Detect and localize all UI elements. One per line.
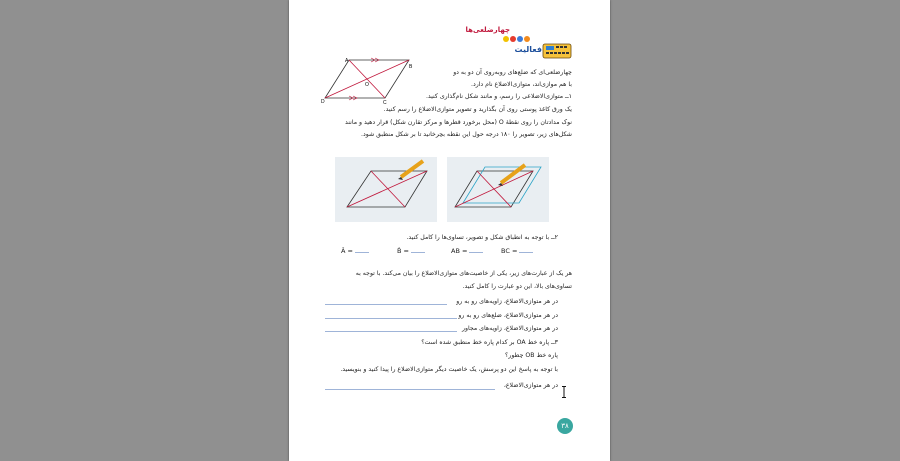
symbol-ab: AB =: [451, 247, 468, 255]
question-3b: پاره خط OB چطور؟: [505, 352, 558, 359]
dot-blue-icon: [517, 36, 523, 42]
paragraph-6: شکل‌های زیر، تصویر را ۱۸۰ درجه حول این نقطه بچرخانید تا بر شکل منطبق شود.: [361, 131, 572, 138]
question-3d: در هر متوازی‌الاضلاع،: [503, 382, 558, 389]
label-c: C: [383, 100, 387, 104]
property-2: در هر متوازی‌الاضلاع، ضلع‌های رو به رو: [458, 312, 558, 319]
question-2: ۲ــ با توجه به انطباق شکل و تصویر، تساوی‌ها را کامل کنید.: [406, 234, 558, 241]
paragraph-3: ۱ــ متوازی‌الاضلاعی را رسم، و مانند شکل نام‌گذاری کنید.: [425, 93, 572, 100]
label-d: D: [321, 99, 325, 104]
paragraph-1: چهارضلعی‌ای که ضلع‌های روبه‌روی آن دو به دو: [453, 69, 572, 76]
symbol-bc: BC =: [501, 247, 518, 255]
calculator-icon: [542, 42, 572, 60]
activity-title: فعالیت: [514, 45, 542, 54]
figure-left: [335, 157, 437, 222]
symbol-b: B̂ =: [397, 247, 409, 255]
dot-yellow-icon: [503, 36, 509, 42]
question-3: ۳ــ پاره خط OA بر کدام پاره خط منطبق شده است؟: [421, 339, 558, 346]
property-3: در هر متوازی‌الاضلاع، زاویه‌های مجاور: [462, 325, 558, 332]
label-a: A: [345, 58, 349, 64]
chapter-title: چهارضلعی‌ها: [465, 26, 510, 34]
text-cursor-icon: [561, 386, 567, 398]
label-o: O: [365, 82, 369, 88]
dot-red-icon: [510, 36, 516, 42]
figure-right: [447, 157, 549, 222]
parallelogram-figure: [321, 56, 413, 104]
explain-2: تساوی‌های بالا، این دو عبارت را کامل کنید.: [462, 283, 572, 290]
paragraph-4: یک ورق کاغذ پوستی روی آن بگذارید و تصویر متوازی‌الاضلاع را رسم کنید.: [383, 106, 572, 113]
paragraph-2: با هم موازی‌اند، متوازی‌الاضلاع نام دارد.: [470, 81, 572, 88]
symbol-a: Â =: [341, 247, 353, 255]
dot-orange-icon: [524, 36, 530, 42]
paragraph-5: نوک مدادتان را روی نقطهٔ O (محل برخورد قطرها و مرکز تقارن شکل) قرار دهید و مانند: [345, 119, 572, 126]
property-1: در هر متوازی‌الاضلاع، زاویه‌های رو به رو: [456, 298, 558, 305]
label-b: B: [409, 64, 413, 70]
explain-1: هر یک از عبارت‌های زیر، یکی از خاصیت‌های متوازی‌الاضلاع را بیان می‌کند. با توجه به: [355, 270, 572, 277]
question-3c: با توجه به پاسخ این دو پرسش، یک خاصیت دیگر متوازی‌الاضلاع را پیدا کنید و بنویسید.: [340, 366, 558, 373]
page-number-badge: ۳۸: [557, 418, 573, 434]
